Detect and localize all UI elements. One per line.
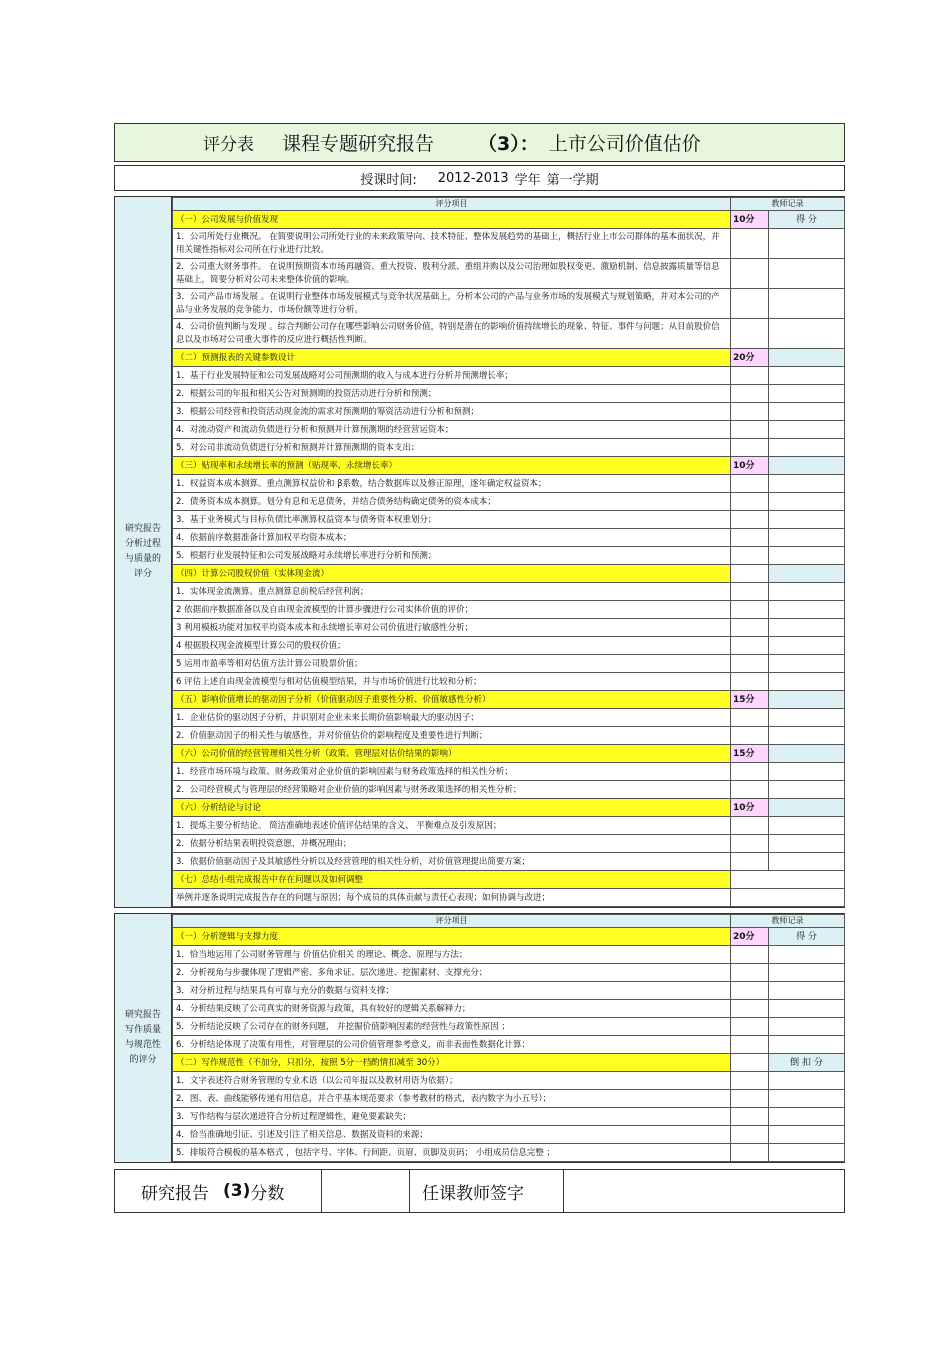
item-row [173, 421, 845, 439]
teacher-score-cell[interactable] [769, 601, 845, 619]
item-row [173, 403, 845, 421]
title-part-3: （3）： [478, 133, 539, 155]
teacher-score-cell[interactable] [769, 946, 845, 964]
teacher-score-cell[interactable] [769, 229, 845, 259]
points-cell: 15分 [731, 745, 769, 763]
category-label: （六）公司价值的经营管理相关性分析（政策、管理层对估价结果的影响） [173, 745, 731, 763]
item-row [173, 259, 845, 289]
points-cell [731, 781, 769, 799]
points-cell [731, 385, 769, 403]
category-row [173, 871, 845, 889]
header-teacher: 教师记录 [731, 915, 845, 928]
item-row [173, 511, 845, 529]
teacher-score-cell[interactable] [769, 421, 845, 439]
points-cell [731, 1036, 769, 1054]
category-row [173, 349, 845, 367]
points-cell [731, 964, 769, 982]
teacher-record-label [769, 565, 845, 583]
item-row [173, 853, 845, 871]
item-row [173, 1126, 845, 1144]
teacher-score-cell[interactable] [769, 655, 845, 673]
item-text: 1．基于行业发展特征和公司发展战略对公司预测期的收入与成本进行分析并预测增长率； [173, 367, 731, 385]
item-row [173, 709, 845, 727]
item-text: 2．公司重大财务事件。 在说明预期资本市场再融资、重大投资、股利分派、重组并购以及公司治理如股权变更、激励机制、信息披露质量等信息基础上，简要分析对公司未来整体价值的影响。 [173, 259, 731, 289]
item-text: 2．依据分析结果表明投资意愿，并概况理由； [173, 835, 731, 853]
points-cell [731, 655, 769, 673]
points-cell [731, 439, 769, 457]
teacher-record-label [769, 349, 845, 367]
score-value-cell[interactable] [322, 1170, 410, 1212]
points-cell [731, 601, 769, 619]
item-text: 3．写作结构与层次递进符合分析过程逻辑性，避免要素缺失； [173, 1108, 731, 1126]
points-cell [731, 319, 769, 349]
points-cell [731, 982, 769, 1000]
item-text: 1．实体现金流测算。重点测算息前税后经营利润； [173, 583, 731, 601]
category-row [173, 928, 845, 946]
points-cell [731, 565, 769, 583]
points-cell [731, 1072, 769, 1090]
points-cell [731, 289, 769, 319]
points-cell [731, 529, 769, 547]
item-text: 2 依据前序数据准备以及自由现金流模型的计算步骤进行公司实体价值的评价； [173, 601, 731, 619]
header-teacher: 教师记录 [731, 198, 845, 211]
teacher-score-cell[interactable] [769, 619, 845, 637]
points-cell [731, 1000, 769, 1018]
points-cell [731, 673, 769, 691]
points-cell [731, 1090, 769, 1108]
item-text: 5．根据行业发展特征和公司发展战略对永续增长率进行分析和预测； [173, 547, 731, 565]
teacher-score-cell[interactable] [769, 493, 845, 511]
item-text: 4．分析结果反映了公司真实的财务资源与政策，具有较好的逻辑关系解释力； [173, 1000, 731, 1018]
item-text: 2．分析视角与步骤体现了逻辑严密、多角求证、层次递进、挖掘素材、支撑充分； [173, 964, 731, 982]
score-section [114, 913, 845, 1163]
points-cell [731, 835, 769, 853]
section-side-label [115, 914, 172, 1162]
points-cell [731, 403, 769, 421]
teacher-score-cell[interactable] [769, 1144, 845, 1162]
item-row [173, 1072, 845, 1090]
points-cell: 20分 [731, 928, 769, 946]
teacher-score-cell[interactable] [769, 964, 845, 982]
category-row [173, 799, 845, 817]
points-cell [731, 1108, 769, 1126]
teacher-score-cell[interactable] [769, 319, 845, 349]
score-table [172, 914, 845, 1162]
points-cell [731, 259, 769, 289]
points-cell [731, 475, 769, 493]
item-text: 5 运用市盈率等相对估值方法计算公司股票价值； [173, 655, 731, 673]
teacher-score-cell[interactable] [769, 982, 845, 1000]
item-text: 4 根据股权现金流模型计算公司的股权价值； [173, 637, 731, 655]
item-row [173, 964, 845, 982]
teacher-score-cell[interactable] [769, 709, 845, 727]
item-row [173, 817, 845, 835]
scoring-sheet [114, 123, 845, 1213]
teacher-record-label [769, 691, 845, 709]
item-text: 2．债务资本成本测算。划分有息和无息债务，并结合债务结构确定债务的资本成本； [173, 493, 731, 511]
points-cell [731, 547, 769, 565]
item-text: 5．排版符合模板的基本格式 ，包括字号、字体、行间距、页眉、页脚及页码； 小组成员信息完整 ； [173, 1144, 731, 1162]
points-cell [731, 1054, 769, 1072]
teacher-score-cell[interactable] [769, 853, 845, 871]
teacher-score-cell[interactable] [769, 1126, 845, 1144]
term-bar [114, 165, 845, 191]
points-cell [731, 493, 769, 511]
points-cell [731, 583, 769, 601]
points-cell: 15分 [731, 691, 769, 709]
item-text: 2．公司经营模式与管理层的经营策略对企业价值的影响因素与财务政策选择的相关性分析； [173, 781, 731, 799]
item-row [173, 1018, 845, 1036]
header-item: 评分项目 [173, 198, 731, 211]
title-part-4: 上市公司价值估价 [548, 133, 701, 155]
teacher-score-cell[interactable] [769, 637, 845, 655]
points-cell: 10分 [731, 457, 769, 475]
category-label: （二）预测报表的关键参数设计 [173, 349, 731, 367]
item-row [173, 781, 845, 799]
header-item: 评分项目 [173, 915, 731, 928]
teacher-score-cell[interactable] [769, 817, 845, 835]
score-table [172, 197, 845, 907]
section-side-label [115, 197, 172, 907]
item-text: 5．对公司非流动负债进行分析和预测并计算预测期的资本支出； [173, 439, 731, 457]
item-text: 1．权益资本成本测算。重点测算权益价和 β系数，结合数据库以及修正原理，逐年确定权益资本； [173, 475, 731, 493]
category-row [173, 1054, 845, 1072]
points-cell [731, 1126, 769, 1144]
item-text: 1．恰当地运用了公司财务管理与 价值估价相关 的理论、概念、原理与方法； [173, 946, 731, 964]
footer-row [114, 1169, 845, 1213]
title-part-2: 课程专题研究报告 [282, 133, 435, 155]
item-text: 举例并逐条说明完成报告存在的问题与原因；每个成员的具体贡献与责任心表现；如何协调与改进； [173, 889, 731, 907]
sign-label-cell [410, 1170, 564, 1212]
points-cell [731, 637, 769, 655]
teacher-score-cell[interactable] [769, 1018, 845, 1036]
teacher-score-cell[interactable] [769, 511, 845, 529]
teacher-record-label: 倒 扣 分 [769, 1054, 845, 1072]
side-label-text: 研究报告写作质量与规范性的评分 [124, 1010, 161, 1065]
points-cell [731, 421, 769, 439]
item-text: 2．根据公司的年报和相关公告对预测期的投资活动进行分析和预测； [173, 385, 731, 403]
item-text: 1．文字表述符合财务管理的专业术语（以公司年报以及教材用语为依据）； [173, 1072, 731, 1090]
item-row [173, 1090, 845, 1108]
category-label: （一）分析逻辑与支撑力度 [173, 928, 731, 946]
score-label-a: 研究报告 [141, 1183, 209, 1204]
item-text: 4．依据前序数据准备计算加权平均资本成本； [173, 529, 731, 547]
teacher-score-cell[interactable] [769, 547, 845, 565]
item-row [173, 673, 845, 691]
points-cell: 10分 [731, 799, 769, 817]
sign-value-cell[interactable] [564, 1170, 844, 1212]
item-row [173, 655, 845, 673]
teacher-score-cell[interactable] [769, 1000, 845, 1018]
teacher-score-cell[interactable] [769, 727, 845, 745]
points-cell: 20分 [731, 349, 769, 367]
item-row [173, 763, 845, 781]
points-cell [731, 709, 769, 727]
item-text: 6．分析结论体现了决策有用性，对管理层的公司价值管理参考意义，而非表面性数据化计算； [173, 1036, 731, 1054]
item-text: 3．公司产品市场发展 。在说明行业整体市场发展模式与竞争状况基础上，分析本公司的产品与业务市场的发展模式与规划策略，并对本公司的产品与业务发展的竞争能力、市场份额等进行分析。 [173, 289, 731, 319]
points-cell [731, 619, 769, 637]
points-cell [731, 511, 769, 529]
teacher-score-cell[interactable] [769, 1036, 845, 1054]
teacher-score-cell[interactable] [769, 529, 845, 547]
item-text: 6 评估上述自由现金流模型与相对估值模型结果，并与市场价值进行比较和分析； [173, 673, 731, 691]
item-row [173, 475, 845, 493]
term-label: 授课时间: [360, 172, 417, 188]
item-row [173, 583, 845, 601]
item-text: 3 利用模板功能对加权平均资本成本和永续增长率对公司价值进行敏感性分析； [173, 619, 731, 637]
item-text: 2．图、表、曲线能够传递有用信息，并合乎基本规范要求（参考教材的格式，表内数字为小五号）； [173, 1090, 731, 1108]
item-row [173, 385, 845, 403]
item-row [173, 439, 845, 457]
table-header [173, 915, 845, 928]
category-label: （二）写作规范性（不加分，只扣分，按照 5分一档酌情扣减至 30分） [173, 1054, 731, 1072]
sign-label: 任课教师签字 [422, 1183, 524, 1204]
item-text: 1．公司所处行业概况。 在简要说明公司所处行业的未来政策导向、技术特征、整体发展趋势的基础上，概括行业上市公司群体的基本面状况，并用关键性指标对公司所在行业进行比较。 [173, 229, 731, 259]
category-label: （四）计算公司股权价值（实体现金流） [173, 565, 731, 583]
item-row [173, 1036, 845, 1054]
category-row [173, 565, 845, 583]
title-bar [114, 123, 845, 162]
teacher-record-label [769, 745, 845, 763]
item-row [173, 946, 845, 964]
item-row [173, 367, 845, 385]
item-row [173, 835, 845, 853]
teacher-score-cell[interactable] [769, 385, 845, 403]
category-label: （三）贴现率和永续增长率的预测（贴现率、永续增长率） [173, 457, 731, 475]
item-row [173, 601, 845, 619]
item-row [173, 1108, 845, 1126]
teacher-record-label: 得 分 [769, 211, 845, 229]
category-row [173, 691, 845, 709]
points-cell [731, 763, 769, 781]
item-text: 5．分析结论反映了公司存在的财务问题， 并挖掘价值影响因素的经营性与政策性原因 ； [173, 1018, 731, 1036]
item-row [173, 529, 845, 547]
points-cell [731, 817, 769, 835]
table-header [173, 198, 845, 211]
teacher-score-cell[interactable] [769, 673, 845, 691]
item-row [173, 319, 845, 349]
item-row [173, 1144, 845, 1162]
term-semester: 第一学期 [546, 172, 599, 188]
item-text: 4．公司价值判断与发现 。综合判断公司存在哪些影响公司财务价值，特别是潜在的影响价值持续增长的现象、特征、事件与问题；从目前股价信息以及市场对公司重大事件的反应进行概括性判断。 [173, 319, 731, 349]
points-cell [731, 1144, 769, 1162]
item-row [173, 547, 845, 565]
item-row [173, 229, 845, 259]
item-text: 1．经营市场环境与政策、财务政策对企业价值的影响因素与财务政策选择的相关性分析； [173, 763, 731, 781]
teacher-score-cell[interactable] [769, 583, 845, 601]
teacher-score-cell[interactable] [769, 439, 845, 457]
category-label: （一）公司发展与价值发现 [173, 211, 731, 229]
teacher-record-label: 得 分 [769, 928, 845, 946]
blank-cell [731, 889, 845, 907]
item-row [173, 982, 845, 1000]
score-label-cell [115, 1170, 322, 1212]
score-section [114, 196, 845, 908]
category-row [173, 457, 845, 475]
score-label-c: 分数 [250, 1183, 285, 1204]
item-row [173, 289, 845, 319]
teacher-score-cell[interactable] [769, 475, 845, 493]
item-text: 4．恰当准确地引证、引述及引注了相关信息、数据及资料的来源； [173, 1126, 731, 1144]
teacher-score-cell[interactable] [769, 367, 845, 385]
points-cell: 10分 [731, 211, 769, 229]
item-row [173, 1000, 845, 1018]
points-cell [731, 946, 769, 964]
teacher-score-cell[interactable] [769, 1108, 845, 1126]
item-text: 3．依据价值驱动因子及其敏感性分析以及经营管理的相关性分析，对价值管理提出简要方案； [173, 853, 731, 871]
category-row [173, 211, 845, 229]
item-text: 1．企业估价的驱动因子分析，并识别对企业未来长期价值影响最大的驱动因子； [173, 709, 731, 727]
title-part-1: 评分表 [203, 135, 254, 155]
item-row [173, 619, 845, 637]
blank-cell [731, 871, 845, 889]
teacher-score-cell[interactable] [769, 763, 845, 781]
category-row [173, 745, 845, 763]
side-label-text: 研究报告分析过程与质量的评分 [124, 524, 161, 579]
category-label: （六）分析结论与讨论 [173, 799, 731, 817]
teacher-score-cell[interactable] [769, 289, 845, 319]
score-label-b: (3) [223, 1181, 251, 1201]
teacher-score-cell[interactable] [769, 835, 845, 853]
item-row [173, 637, 845, 655]
term-unit: 学年 [514, 172, 541, 188]
item-text: 3．对分析过程与结果具有可靠与充分的数据与资料支撑； [173, 982, 731, 1000]
category-label: （五）影响价值增长的驱动因子分析（价值驱动因子重要性分析、价值敏感性分析） [173, 691, 731, 709]
item-text: 1．提炼主要分析结论。 简洁准确地表述价值评估结果的含义、 平衡难点及引发原因； [173, 817, 731, 835]
teacher-score-cell[interactable] [769, 1072, 845, 1090]
item-text: 2．价值驱动因子的相关性与敏感性，并对价值估价的影响程度及重要性进行判断； [173, 727, 731, 745]
points-cell [731, 853, 769, 871]
points-cell [731, 229, 769, 259]
item-text: 3．基于业务模式与目标负债比率测算权益资本与债务资本权重划分； [173, 511, 731, 529]
category-label: （七）总结小组完成报告中存在问题以及如何调整 [173, 871, 731, 889]
points-cell [731, 727, 769, 745]
teacher-score-cell[interactable] [769, 403, 845, 421]
item-row [173, 889, 845, 907]
item-row [173, 493, 845, 511]
item-text: 3．根据公司经营和投资活动现金流的需求对预测期的筹资活动进行分析和预测； [173, 403, 731, 421]
teacher-score-cell[interactable] [769, 781, 845, 799]
item-row [173, 727, 845, 745]
points-cell [731, 367, 769, 385]
points-cell [731, 1018, 769, 1036]
term-year: 2012-2013 [437, 170, 509, 186]
teacher-record-label [769, 457, 845, 475]
teacher-record-label [769, 799, 845, 817]
teacher-score-cell[interactable] [769, 1090, 845, 1108]
teacher-score-cell[interactable] [769, 259, 845, 289]
item-text: 4．对流动资产和流动负债进行分析和预测并计算预测期的经营营运资本； [173, 421, 731, 439]
